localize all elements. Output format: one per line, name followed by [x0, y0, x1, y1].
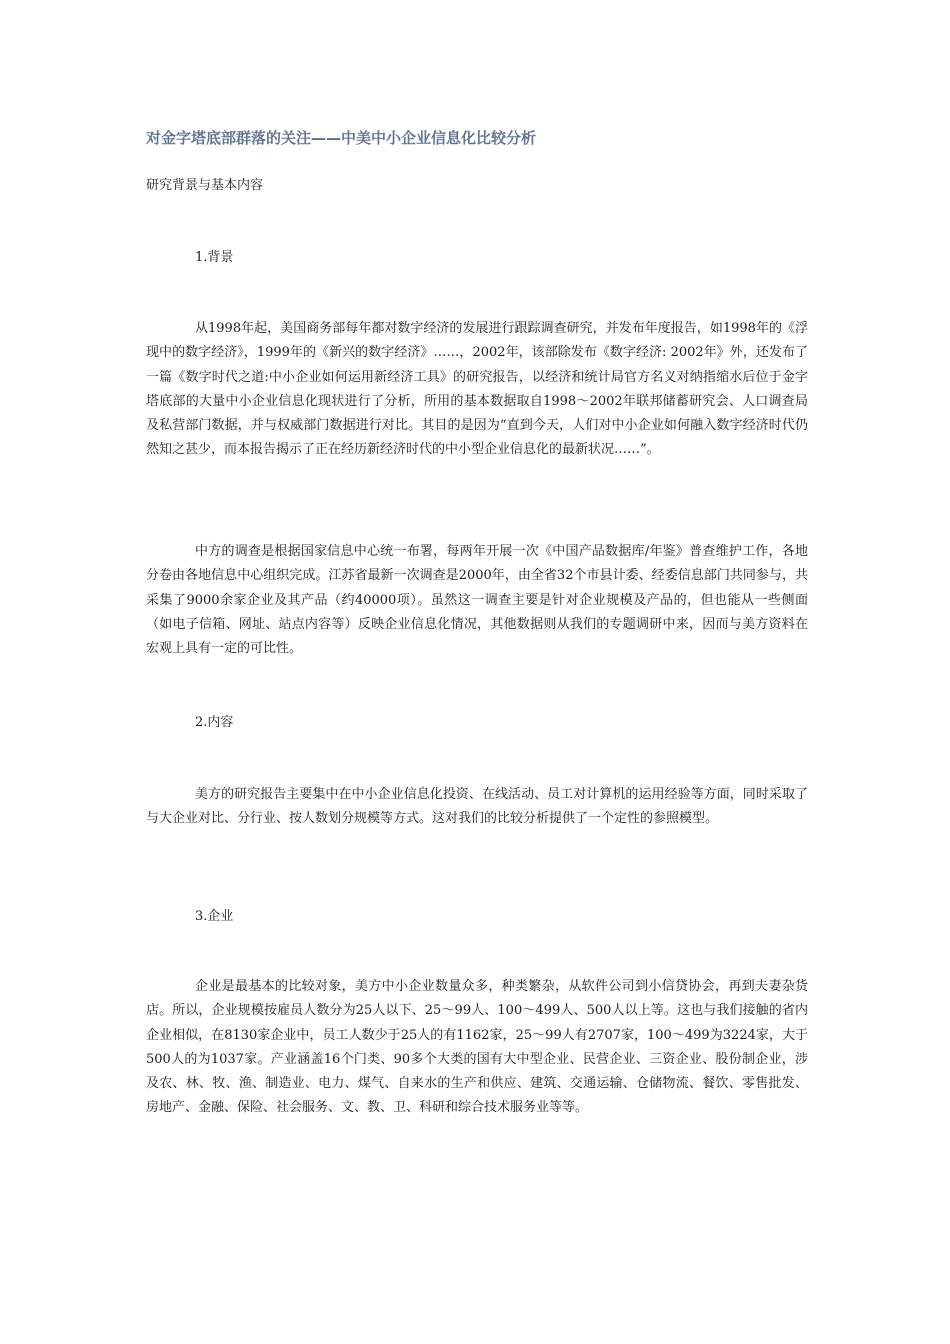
document-title: 对金字塔底部群落的关注——中美中小企业信息化比较分析 [146, 129, 537, 147]
paragraph-background-cn: 中方的调查是根据国家信息中心统一布署，每两年开展一次《中国产品数据库/年鉴》普查维护工作，各地分卷由各地信息中心组织完成。江苏省最新一次调查是2000年，由全省32个市县计委、经委信息部门共同参与，共采集了9000余家企业及其产品（约40000项）。虽然这一调查主要是针对企业规模及产品的，但也能从一些侧面（如电子信箱、网址、站点内容等）反映企业信息化情况，其他数据则从我们的专题调研中来，因而与美方资料在宏观上具有一定的可比性。 [146, 544, 808, 657]
document-subtitle: 研究背景与基本内容 [146, 178, 264, 193]
paragraph-enterprise: 企业是最基本的比较对象，美方中小企业数量众多，种类繁杂，从软件公司到小信贷协会，再到夫妻杂货店。所以，企业规模按雇员人数分为25人以下、25～99人、100～499人、500人以上等。这也与我们接触的省内企业相似，在8130家企业中，员工人数少于25人的有1162家，25～99人有2707家，100～499为3224家，大于500人的为1037家。产业涵盖16个门类、90多个大类的国有大中型企业、民营企业、三资企业、股份制企业，涉及农、林、牧、渔、制造业、电力、煤气、自来水的生产和供应、建筑、交通运输、仓储物流、餐饮、零售批发、房地产、金融、保险、社会服务、文、教、卫、科研和综合技术服务业等等。 [146, 979, 808, 1116]
paragraph-background-us: 从1998年起，美国商务部每年都对数字经济的发展进行跟踪调查研究，并发布年度报告，如1998年的《浮现中的数字经济》，1999年的《新兴的数字经济》……，2002年，该部除发布《数字经济: 2002年》外，还发布了一篇《数字时代之道:中小企业如何运用新经济工具》的研究报告，以经济和统计局官方名义对纳指缩水后位于金字塔底部的大量中小企业信息化现状进行了分析，所用的基本数据取自1998～2002年联邦储蓄研究会、人口调查局及私营部门数据，并与权威部门数据进行对比。其目的是因为“直到今天，人们对中小企业如何融入数字经济时代仍然知之甚少，而本报告揭示了正在经历新经济时代的中小型企业信息化的最新状况……”。 [146, 321, 808, 458]
section-heading-enterprise: 3.企业 [195, 909, 234, 924]
section-heading-content: 2.内容 [195, 715, 234, 730]
paragraph-content: 美方的研究报告主要集中在中小企业信息化投资、在线活动、员工对计算机的运用经验等方面，同时采取了与大企业对比、分行业、按人数划分规模等方式。这对我们的比较分析提供了一个定性的参照模型。 [146, 787, 808, 827]
section-heading-background: 1.背景 [195, 250, 234, 265]
